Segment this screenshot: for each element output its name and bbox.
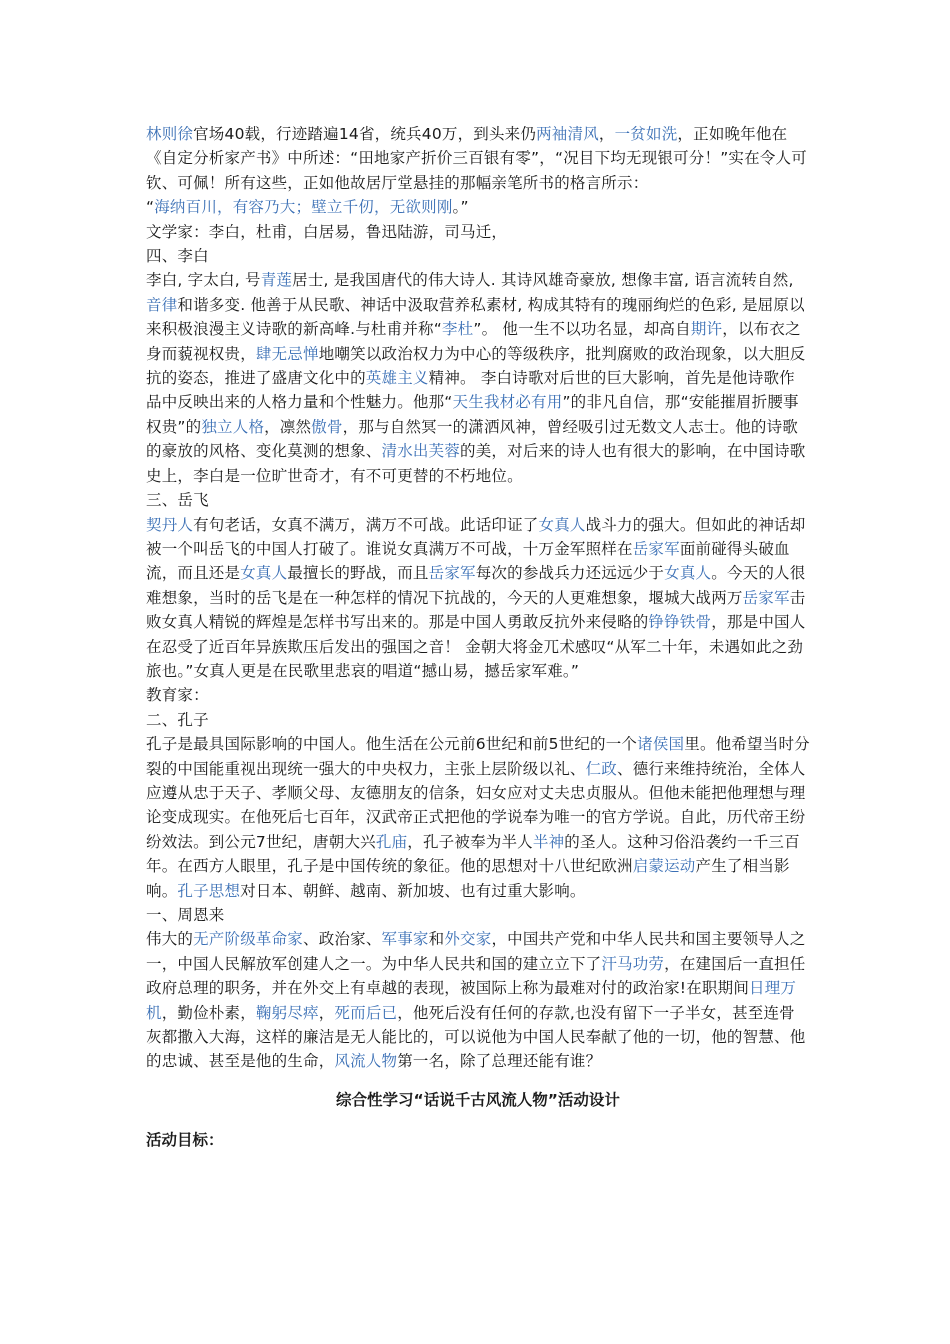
text-run: 每次的参战兵力还远远少于 bbox=[475, 564, 665, 583]
keyword-link[interactable]: 李杜 bbox=[441, 320, 474, 339]
keyword-link[interactable]: 鞠躬尽瘁 bbox=[255, 1003, 319, 1022]
text-run: 第一名，除了总理还能有谁？ bbox=[397, 1052, 602, 1071]
keyword-link[interactable]: 外交家 bbox=[444, 930, 492, 949]
keyword-link[interactable]: 孔子思想 bbox=[177, 881, 241, 900]
text-run: “ bbox=[146, 198, 155, 217]
text-run: 和 bbox=[428, 930, 445, 949]
text-run: 孔子是最具国际影响的中国人。他生活在公元前6世纪和前5世纪的一个 bbox=[146, 735, 638, 754]
keyword-link[interactable]: 风流人物 bbox=[334, 1052, 398, 1071]
keyword-link[interactable]: 军事家 bbox=[381, 930, 429, 949]
keyword-link[interactable]: 死而后已 bbox=[334, 1003, 398, 1022]
document-body bbox=[146, 122, 810, 1150]
keyword-link[interactable]: 天生我材必有用 bbox=[452, 393, 563, 412]
keyword-link[interactable]: 铮铮铁骨 bbox=[648, 613, 712, 632]
keyword-link[interactable]: 日理万机 bbox=[146, 979, 797, 1022]
text-run: 居士, 是我国唐代的伟大诗人. 其诗风雄奇豪放, 想像丰富, 语言流转自然, bbox=[292, 271, 794, 290]
paragraph bbox=[146, 268, 810, 488]
text-run: ，凛然 bbox=[264, 417, 312, 436]
paragraph bbox=[146, 244, 810, 268]
paragraph bbox=[146, 903, 810, 927]
text-run: 。” bbox=[452, 198, 469, 217]
paragraph bbox=[146, 708, 810, 732]
keyword-link[interactable]: 一贫如洗 bbox=[614, 125, 678, 143]
paragraph bbox=[146, 513, 810, 684]
keyword-link[interactable]: 汗马功劳 bbox=[601, 954, 665, 973]
paragraph bbox=[146, 195, 810, 219]
keyword-link[interactable]: 女真人 bbox=[240, 564, 288, 583]
text-run: ， bbox=[318, 1003, 335, 1022]
keyword-link[interactable]: 青莲 bbox=[260, 271, 293, 290]
text-run: 伟大的 bbox=[146, 930, 194, 949]
keyword-link[interactable]: 仁政 bbox=[585, 759, 618, 778]
paragraph bbox=[146, 220, 810, 244]
text-run: 里。他希望当时分裂的中国能重视出现统一强大的中央权力，主张上层阶级以礼、 bbox=[146, 735, 810, 778]
text-run: 、德行来维持统治，全体人应遵从忠于天子、孝顺父母、友德朋友的信条，妇女应对丈夫忠贞服从。但他未能把他理想与理论变成现实。在他死后七百年，汉武帝正式把他的学说奉为唯一的官方学说。自此，历代帝王纷纷效法。到公元7世纪，唐朝大兴 bbox=[146, 759, 806, 851]
text-run: 文学家：李白，杜甫，白居易，鲁迅陆游，司马迁， bbox=[146, 222, 508, 241]
text-run: 一、周恩来 bbox=[146, 906, 225, 924]
text-run: 有句老话，女真不满万，满万不可战。此话印证了 bbox=[193, 515, 539, 534]
text-run: 二、孔子 bbox=[146, 710, 209, 729]
paragraph bbox=[146, 683, 810, 707]
keyword-link[interactable]: 孔庙 bbox=[375, 832, 408, 851]
keyword-link[interactable]: 肆无忌惮 bbox=[255, 344, 319, 363]
article-paragraphs bbox=[146, 122, 810, 1074]
text-run: 精神。 李白诗歌对后世的巨大影响，首先是他诗歌作品中反映出来的人格力量和个性魅力。他那“ bbox=[146, 369, 795, 412]
text-run: ”。 他一生不以功名显，却高自 bbox=[473, 320, 691, 339]
keyword-link[interactable]: 无产阶级革命家 bbox=[193, 930, 304, 949]
keyword-link[interactable]: 契丹人 bbox=[146, 515, 194, 534]
text-run: ， bbox=[598, 125, 615, 143]
text-run: ，以布衣之身而藐视权贵， bbox=[146, 320, 801, 363]
text-run: ”的非凡自信，那“安能摧眉折腰事权贵”的 bbox=[146, 393, 799, 436]
paragraph bbox=[146, 927, 810, 1073]
keyword-link[interactable]: 岳家军 bbox=[428, 564, 476, 583]
text-run: 对日本、朝鲜、越南、新加坡、也有过重大影响。 bbox=[240, 881, 586, 900]
text-run: 击败女真人精锐的辉煌是怎样书写出来的。那是中国人勇敢反抗外来侵略的 bbox=[146, 588, 806, 632]
keyword-link[interactable]: 两袖清风 bbox=[536, 125, 599, 143]
text-run: 教育家： bbox=[146, 686, 209, 705]
keyword-link[interactable]: 英雄主义 bbox=[365, 369, 429, 388]
text-run: 李白, 字太白, 号 bbox=[146, 271, 261, 290]
text-run: 和谐多变. 他善于从民歌、神话中汲取营养私素材, 构成其特有的瑰丽绚烂的色彩, 是屈原以来积极浪漫主义诗歌的新高峰.与杜甫并称“ bbox=[146, 295, 805, 339]
text-run: ，正如晚年他在《自定分析家产书》中所述：“田地家产折价三百银有零”，“况目下均无现银可分！”实在令人可钦、可佩！所有这些，正如他故居厅堂悬挂的那幅亲笔所书的格言所示： bbox=[146, 125, 807, 192]
keyword-link[interactable]: 期许 bbox=[690, 320, 723, 339]
text-run: 、政治家、 bbox=[303, 930, 382, 949]
text-run: ，在建国后一直担任政府总理的职务，并在外交上有卓越的表现，被国际上称为最难对付的政治家!在职期间 bbox=[146, 954, 806, 998]
text-run: 。今天的人很难想象，当时的岳飞是在一种怎样的情况下抗战的，今天的人更难想象，堰城大战两万 bbox=[146, 564, 806, 607]
text-run: ，他死后没有任何的存款,也没有留下一子半女，甚至连骨灰都撒入大海，这样的廉洁是无人能比的，可以说他为中国人民奉献了他的一切，他的智慧、他的忠诚、甚至是他的生命， bbox=[146, 1003, 806, 1071]
keyword-link[interactable]: 音律 bbox=[146, 295, 178, 314]
text-run: 最擅长的野战，而且 bbox=[287, 564, 429, 583]
keyword-link[interactable]: 诸侯国 bbox=[637, 735, 685, 754]
text-run: ，中国共产党和中华人民共和国主要领导人之一，中国人民解放军创建人之一。为中华人民共和国的建立立下了 bbox=[146, 930, 806, 973]
keyword-link[interactable]: 清水出芙蓉 bbox=[381, 442, 461, 461]
text-run: 四、李白 bbox=[146, 247, 209, 266]
paragraph bbox=[146, 732, 810, 903]
keyword-link[interactable]: 女真人 bbox=[664, 564, 712, 583]
text-run: 三、岳飞 bbox=[146, 491, 209, 510]
paragraph bbox=[146, 488, 810, 512]
keyword-link[interactable]: 启蒙运动 bbox=[632, 857, 696, 876]
section-title: 综合性学习“话说千古风流人物”活动设计 bbox=[336, 1090, 620, 1109]
text-run: ，那是中国人在忍受了近百年异族欺压后发出的强国之音！ 金朝大将金兀术感叹“从军二十年，未遇如此之劲旅也。”女真人更是在民歌里悲哀的唱道“撼山易，撼岳家军难。” bbox=[146, 613, 806, 680]
keyword-link[interactable]: 半神 bbox=[532, 832, 565, 851]
text-run: 面前碰得头破血流，而且还是 bbox=[146, 539, 790, 583]
text-run: ，勤俭朴素， bbox=[161, 1003, 256, 1022]
keyword-link[interactable]: 独立人格 bbox=[201, 417, 265, 436]
text-run: 的圣人。这种习俗沿袭约一千三百年。在西方人眼里，孔子是中国传统的象征。他的思想对十八世纪欧洲 bbox=[146, 832, 800, 876]
keyword-link[interactable]: 岳家军 bbox=[742, 588, 790, 607]
text-run: 官场40载，行迹踏遍14省，统兵40万，到头来仍 bbox=[193, 125, 537, 143]
keyword-link[interactable]: 女真人 bbox=[538, 515, 586, 534]
subheading: 活动目标： bbox=[146, 1130, 224, 1149]
keyword-link[interactable]: 岳家军 bbox=[632, 539, 680, 558]
keyword-link[interactable]: 海纳百川，有容乃大；壁立千仞，无欲则刚 bbox=[154, 198, 453, 217]
text-run: ，那与自然冥一的潇洒风神，曾经吸引过无数文人志士。他的诗歌的豪放的风格、变化莫测的想象、 bbox=[146, 417, 798, 461]
paragraph bbox=[146, 122, 810, 195]
text-run: 战斗力的强大。但如此的神话却被一个叫岳飞的中国人打破了。谁说女真满万不可战，十万金军照样在 bbox=[146, 515, 806, 558]
keyword-link[interactable]: 傲骨 bbox=[311, 417, 343, 436]
text-run: 地嘲笑以政治权力为中心的等级秩序，批判腐败的政治现象，以大胆反抗的姿态，推进了盛唐文化中的 bbox=[146, 344, 806, 388]
keyword-link[interactable]: 林则徐 bbox=[146, 125, 194, 143]
text-run: 的美，对后来的诗人也有很大的影响，在中国诗歌史上，李白是一位旷世奇才，有不可更替的不朽地位。 bbox=[146, 442, 806, 485]
text-run: 产生了相当影响。 bbox=[146, 857, 790, 900]
text-run: ，孔子被奉为半人 bbox=[407, 832, 533, 851]
